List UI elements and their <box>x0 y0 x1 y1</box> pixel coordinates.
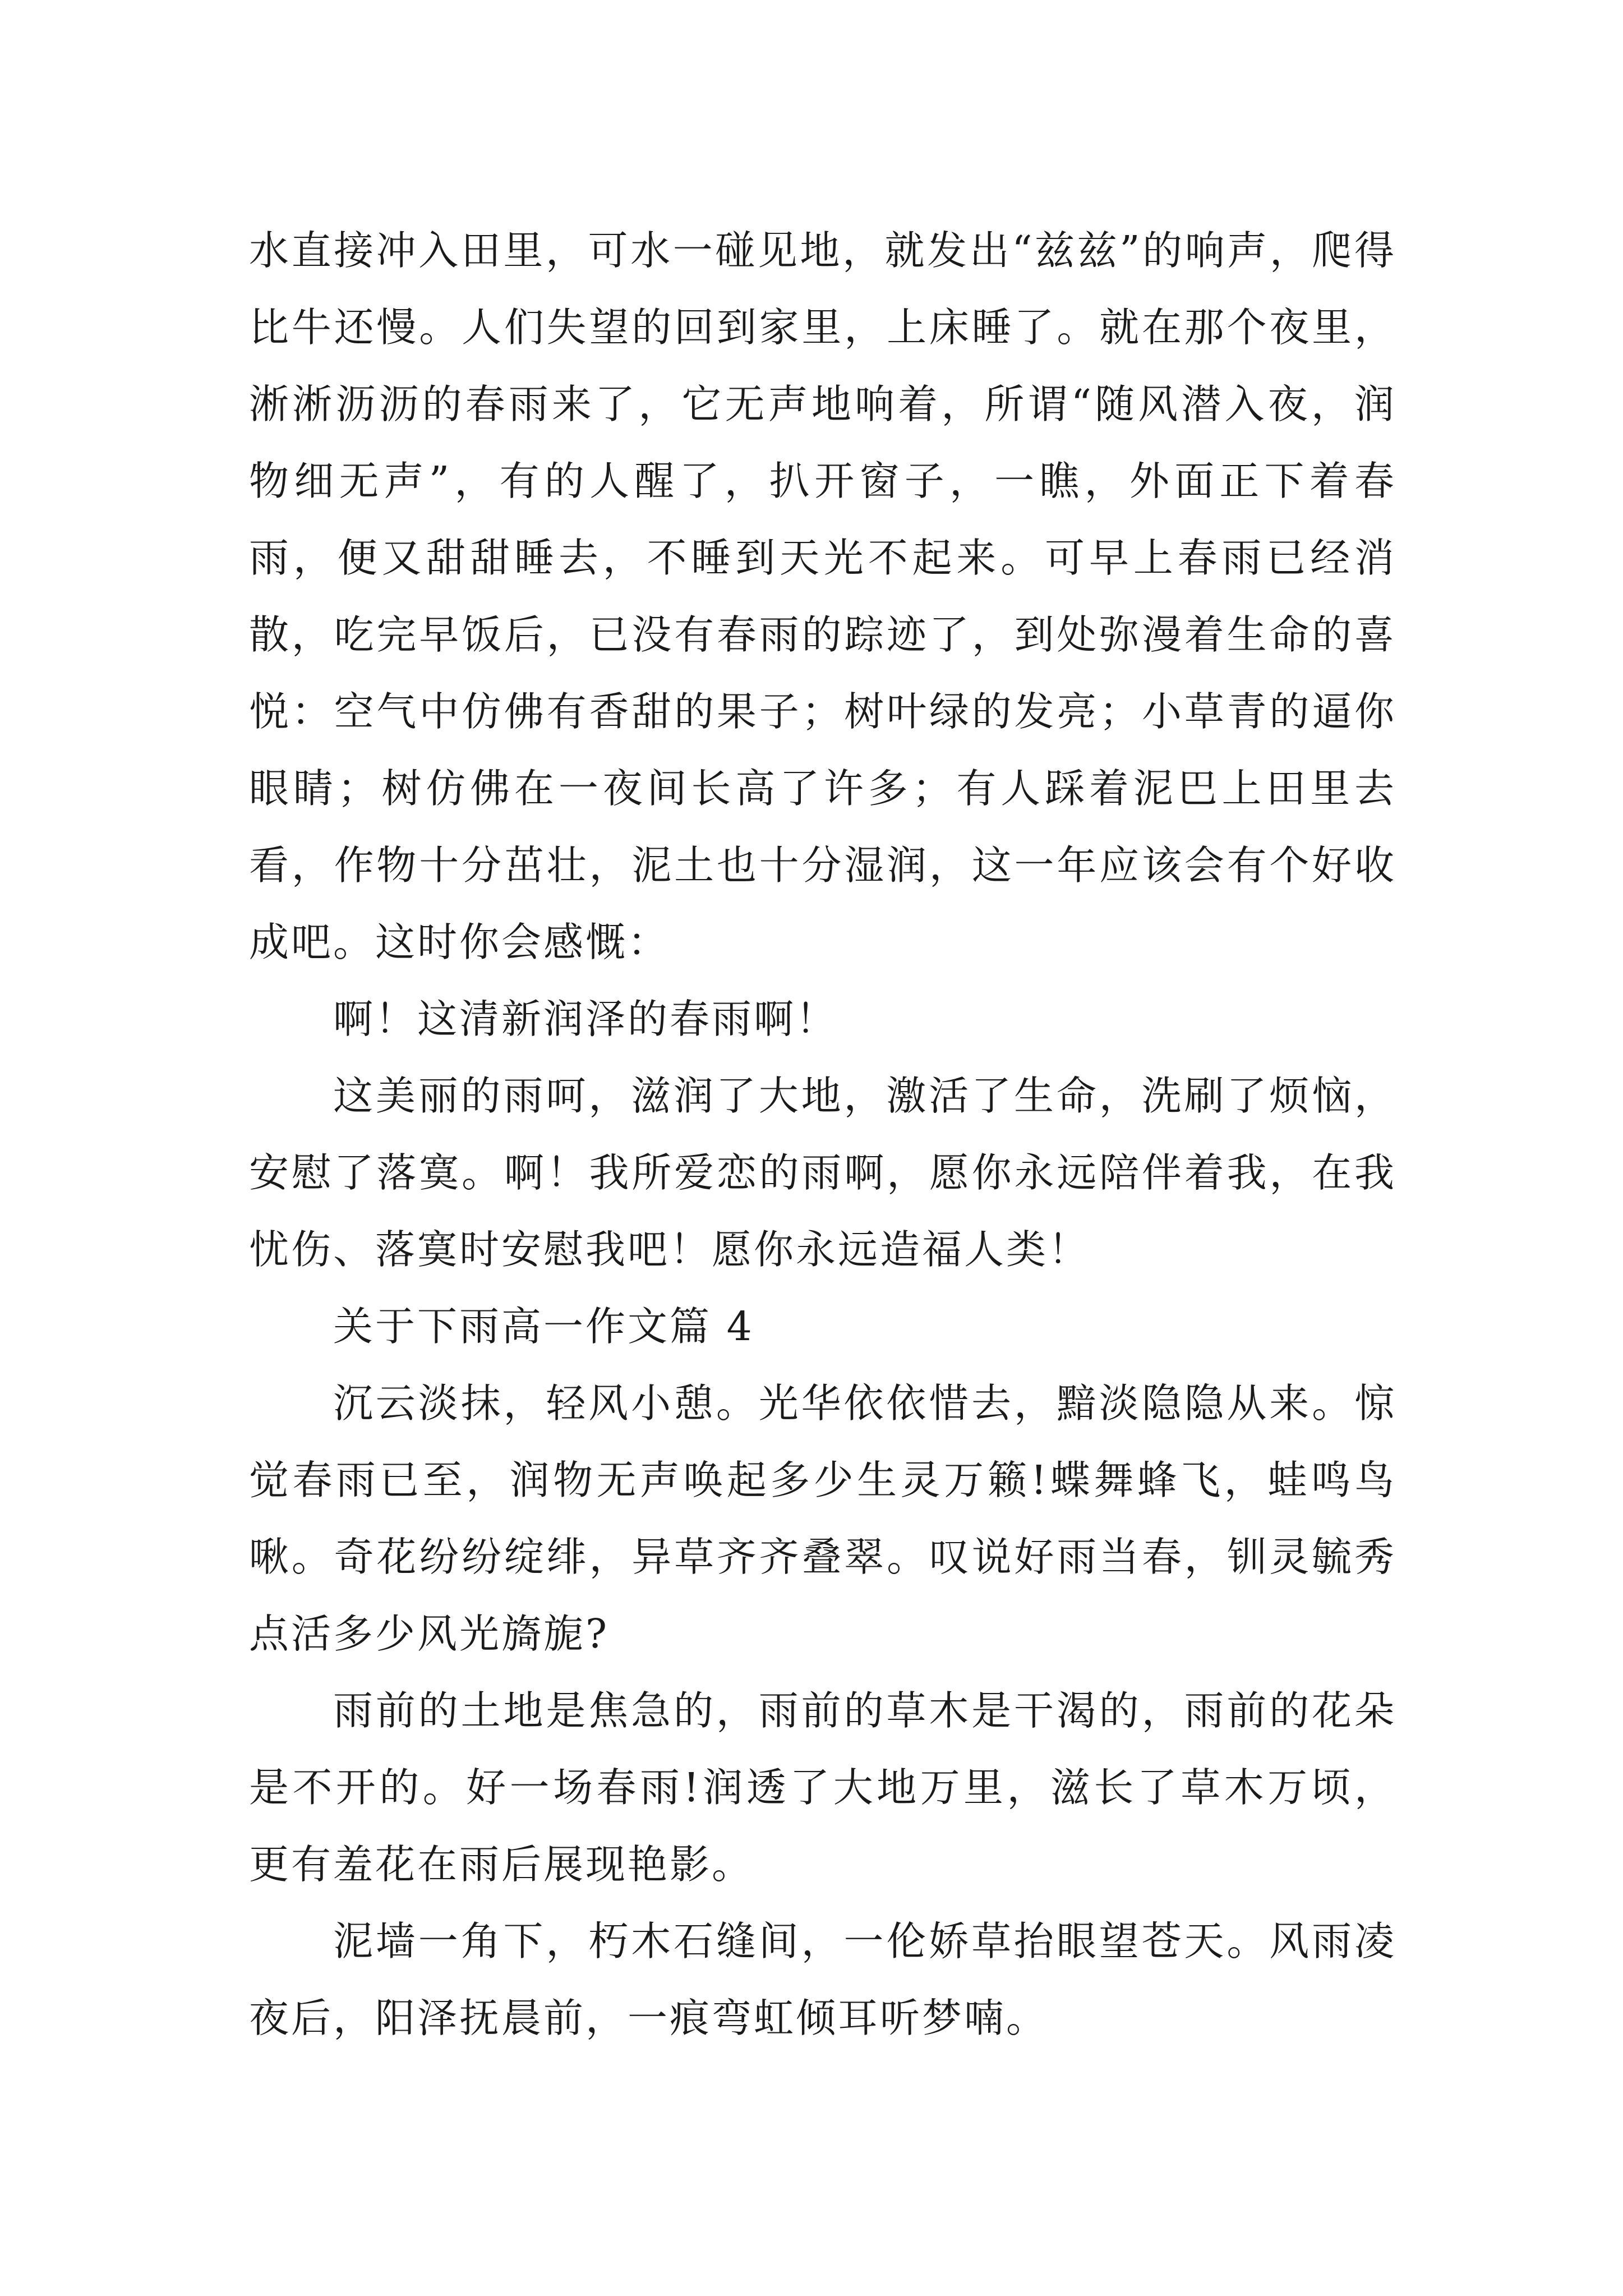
paragraph-5: 沉云淡抹，轻风小憩。光华依依惜去，黯淡隐隐从来。惊觉春雨已至，润物无声唤起多少生灵万籁!蝶舞蜂飞，蛙鸣鸟啾。奇花纷纷绽绯，异草齐齐叠翠。叹说好雨当春，钏灵毓秀点活多少风光旖旎? <box>249 1380 1396 1657</box>
paragraph-2: 啊！这清新润泽的春雨啊！ <box>333 996 838 1042</box>
paragraph-7: 泥墙一角下，朽木石缝间，一伦娇草抬眼望苍天。风雨凌夜后，阳泽抚晨前，一痕弯虹倾耳听梦喃。 <box>249 1918 1396 2041</box>
paragraph-3: 这美丽的雨呵，滋润了大地，激活了生命，洗刷了烦恼，安慰了落寞。啊！我所爱恋的雨啊，愿你永远陪伴着我，在我忧伤、落寞时安慰我吧！愿你永远造福人类！ <box>249 1073 1396 1273</box>
paragraph-6: 雨前的土地是焦急的，雨前的草木是干渴的，雨前的花朵是不开的。好一场春雨!润透了大地万里，滋长了草木万顷，更有羞花在雨后展现艳影。 <box>249 1687 1396 1888</box>
document-body <box>249 212 1396 2056</box>
section-heading: 关于下雨高一作文篇 4 <box>333 1303 754 1350</box>
paragraph-1: 水直接冲入田里，可水一碰见地，就发出“兹兹”的响声，爬得比牛还慢。人们失望的回到家里，上床睡了。就在那个夜里，淅淅沥沥的春雨来了，它无声地响着，所谓“随风潜入夜，润物细无声”，有的人醒了，扒开窗子，一瞧，外面正下着春雨，便又甜甜睡去，不睡到天光不起来。可早上春雨已经消散，吃完早饭后，已没有春雨的踪迹了，到处弥漫着生命的喜悦：空气中仿佛有香甜的果子；树叶绿的发亮；小草青的逼你眼睛；树仿佛在一夜间长高了许多；有人踩着泥巴上田里去看，作物十分茁壮，泥土也十分湿润，这一年应该会有个好收成吧。这时你会感慨： <box>249 227 1396 965</box>
